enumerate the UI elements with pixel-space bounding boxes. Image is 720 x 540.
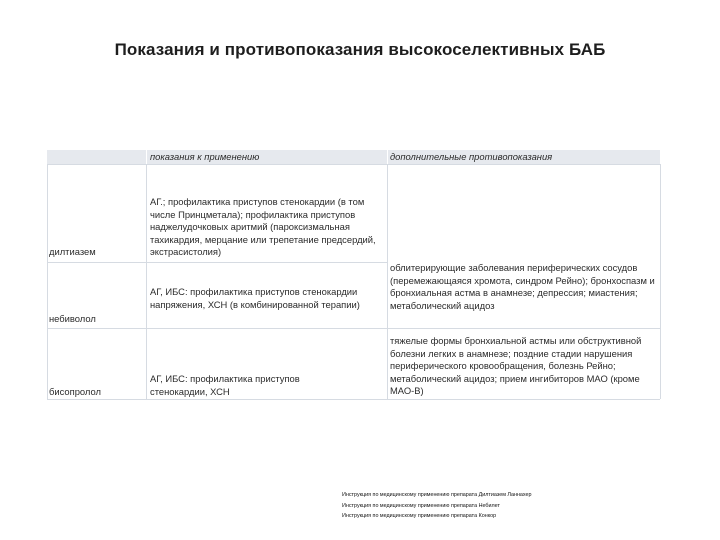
table-divider [660,164,661,399]
drug-name: дилтиазем [49,246,96,257]
table-divider [47,328,660,329]
contraindications-cell: тяжелые формы бронхиальной астмы или обструктивной болезни легких в анамнезе; поздние стадии нарушения периферического кровообращения, болезнь Рейно; метаболический ацидоз; прием ингибиторов МАО (кроме МАО-B) [390,335,642,397]
indications-cell: АГ, ИБС: профилактика приступов стенокардии напряжения, ХСН (в комбинированной терапии) [150,286,360,310]
drug-name: небиволол [49,313,96,324]
header-indications: показания к применению [150,151,260,162]
table-divider [47,262,387,263]
page-title: Показания и противопоказания высокоселективных БАБ [114,40,606,59]
reference-item: Инструкция по медицинскому применению препарата Конкор [342,513,497,520]
header-contraindications: дополнительные противопоказания [390,151,553,162]
table-divider [47,164,48,399]
reference-item: Инструкция по медицинскому применению препарата Небилет [342,502,500,509]
reference-item: Инструкция по медицинскому применению препарата Дилтиазем Ланнахер [342,492,532,498]
header-cell-empty [47,150,146,164]
table-divider [47,164,660,165]
contraindications-cell: облитерирующие заболевания периферических сосудов (перемежающаяся хромота, синдром Рейно); бронхоспазм и бронхиальная астма в анамнезе; депрессия; миастения; метаболический ацидоз [390,262,655,311]
indications-cell: АГ, ИБС: профилактика приступов стенокардии, ХСН [150,373,300,397]
references [342,490,532,522]
table-divider [47,399,660,400]
indications-cell: АГ.; профилактика приступов стенокардии (в том числе Принцметала); профилактика приступов наджелудочковых аритмий (пароксизмальная тахикардия, мерцание или трепетание предсердий, экстрасистолия) [150,196,376,258]
table-divider [387,164,388,399]
drug-name: бисопролол [49,386,101,397]
table-divider [146,164,147,399]
